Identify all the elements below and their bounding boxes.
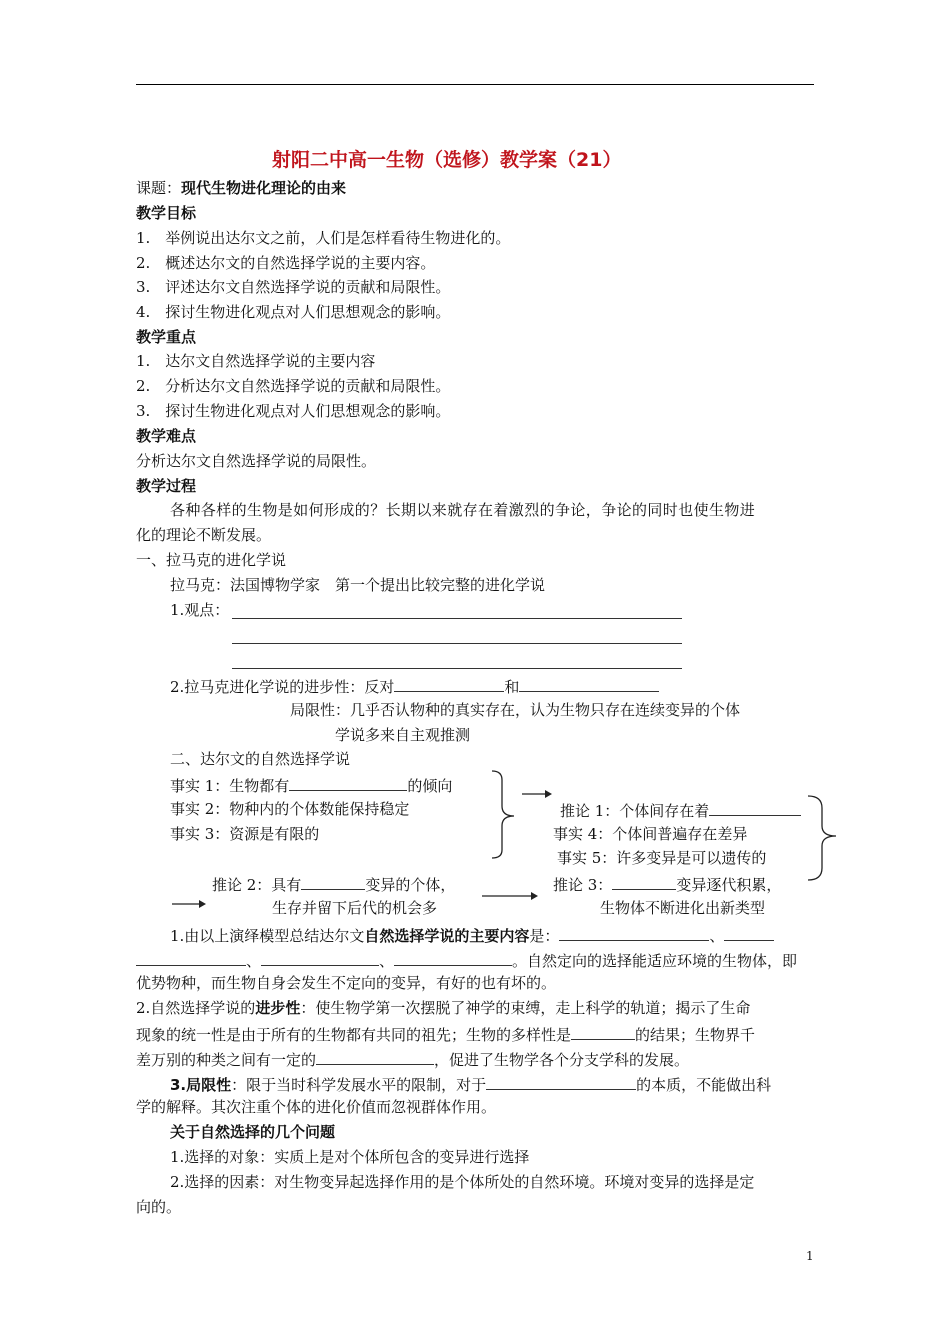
progress-line-2: 现象的统一性是由于所有的生物都有共同的祖先；生物的多样性是 [136,1026,572,1044]
question-1: 1.选择的对象：实质上是对个体所包含的变异进行选择 [170,1148,530,1166]
inference-3-text: 推论 3： [553,876,613,894]
topic-label: 课题： [136,179,182,197]
darwin-progress-cont [136,1023,755,1045]
process-heading: 教学过程 [136,477,197,495]
separator: 、 [246,952,262,970]
progress-line-3-tail: ，促进了生物学各个分支学科的发展。 [434,1051,690,1069]
goal-item: 3. 评述达尔文自然选择学说的贡献和局限性。 [136,278,451,296]
summary-line-2: 。自然定向的选择能适应环境的生物体，即 [512,952,798,970]
blank [724,924,774,941]
lamarck-limitation-cont: 学说多来自主观推测 [335,726,471,744]
goals-heading: 教学目标 [136,204,197,222]
blank [394,949,512,966]
blank [261,949,379,966]
key-point-item: 3. 探讨生物进化观点对人们思想观念的影响。 [136,402,451,420]
page-title: 射阳二中高一生物（选修）教学案（21） [272,149,622,171]
inference-2-tail: 变异的个体， [365,876,456,894]
separator: 、 [379,952,395,970]
summary-bold: 自然选择学说的主要内容 [364,927,530,945]
darwin-limitation-cont: 学的解释。其次注重个体的进化价值而忽视群体作用。 [136,1098,497,1116]
inference-3-cont: 生物体不断进化出新类型 [600,899,766,917]
left-brace [492,771,514,858]
fact-1-text: 事实 1：生物都有 [170,777,290,795]
difficulty-text: 分析达尔文自然选择学说的局限性。 [136,452,377,470]
arrow-head [545,790,552,798]
fact-4: 事实 4：个体间普遍存在差异 [553,825,748,843]
darwin-limitation [170,1073,771,1095]
progress-line-3: 差万别的种类之间有一定的 [136,1051,317,1069]
progress-text: 2.自然选择学说的 [136,999,256,1017]
right-brace [808,796,836,880]
blank [316,1048,434,1065]
darwin-heading: 二、达尔文的自然选择学说 [170,750,351,768]
key-points-heading: 教学重点 [136,328,197,346]
goal-item: 2. 概述达尔文的自然选择学说的主要内容。 [136,254,436,272]
difficulty-heading: 教学难点 [136,427,197,445]
fact-2: 事实 2：物种内的个体数能保持稳定 [170,800,410,818]
darwin-progress-cont [136,1048,689,1070]
blank [486,1073,636,1090]
arrow-head [199,900,206,908]
process-intro: 各种各样的生物是如何形成的？长期以来就存在着激烈的争论，争论的同时也使生物进 [170,501,756,519]
limitation-bold: 3.局限性 [170,1076,232,1094]
fact-1-tail: 的倾向 [407,777,453,795]
arrow-head [531,892,538,900]
separator: 、 [709,927,725,945]
key-point-item: 1. 达尔文自然选择学说的主要内容 [136,352,376,370]
limitation-text: ：限于当时科学发展水平的限制，对于 [231,1076,487,1094]
question-2: 2.选择的因素：对生物变异起选择作用的是个体所处的自然环境。环境对变异的选择是定 [170,1173,755,1191]
lamarck-progress-label: 2.拉马克进化学说的进步性：反对 [170,678,395,696]
process-intro-cont: 化的理论不断发展。 [136,526,272,544]
lamarck-intro: 拉马克：法国博物学家 第一个提出比较完整的进化学说 [170,576,546,594]
fact-3: 事实 3：资源是有限的 [170,825,320,843]
lamarck-heading: 一、拉马克的进化学说 [136,551,287,569]
darwin-summary-cont [136,949,797,971]
blank [136,949,246,966]
darwin-summary [170,924,774,946]
lamarck-limitation: 局限性：几乎否认物种的真实存在，认为生物只存在连续变异的个体 [290,701,741,719]
topic-text: 现代生物进化理论的由来 [181,179,347,197]
goal-item: 1. 举例说出达尔文之前，人们是怎样看待生物进化的。 [136,229,511,247]
summary-text: 1.由以上演绎模型总结达尔文 [170,927,365,945]
inference-2-text: 推论 2：具有 [212,876,302,894]
progress-tail: ：使生物学第一次摆脱了神学的束缚，走上科学的轨道；揭示了生命 [300,999,751,1017]
summary-tail: 是： [529,927,560,945]
inference-1-text: 推论 1：个体间存在着 [560,802,710,820]
page-number: 1 [806,1249,814,1263]
fact-5: 事实 5：许多变异是可以遗传的 [557,849,767,867]
key-point-item: 2. 分析达尔文自然选择学说的贡献和局限性。 [136,377,451,395]
lamarck-progress-and: 和 [504,678,520,696]
blank [571,1023,635,1040]
progress-bold: 进步性 [255,999,301,1017]
inference-3-tail: 变异逐代积累， [676,876,782,894]
inference-2-cont: 生存并留下后代的机会多 [272,899,438,917]
goal-item: 4. 探讨生物进化观点对人们思想观念的影响。 [136,303,451,321]
questions-heading: 关于自然选择的几个问题 [170,1123,336,1141]
limitation-tail: 的本质，不能做出科 [636,1076,772,1094]
darwin-progress [136,998,750,1018]
blank [559,924,709,941]
question-2-cont: 向的。 [136,1198,182,1216]
lamarck-view-label: 1.观点： [170,601,230,619]
progress-line-2-tail: 的结果；生物界千 [635,1026,756,1044]
darwin-summary-cont: 优势物种，而生物自身会发生不定向的变异，有好的也有坏的。 [136,974,557,992]
